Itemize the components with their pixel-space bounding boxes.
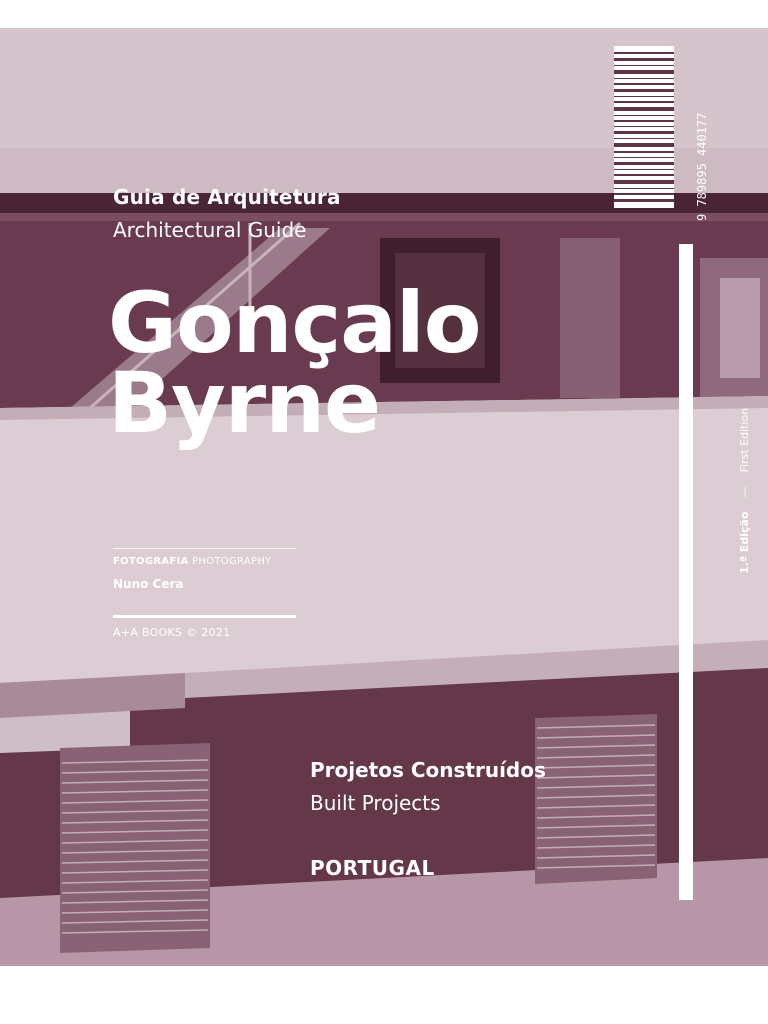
divider-thin (113, 548, 296, 549)
edition-pt: 1.ª Edição (738, 511, 751, 574)
guide-title-en: Architectural Guide (113, 218, 307, 242)
isbn-number: 9 789895 440177 (695, 112, 709, 221)
edition-label (738, 408, 751, 574)
architect-name (108, 274, 481, 452)
projects-title-pt: Projetos Construídos (310, 758, 546, 782)
architect-last-name: Byrne (108, 354, 380, 452)
publisher-credit: A+A BOOKS © 2021 (113, 626, 231, 639)
photographer-name: Nuno Cera (113, 577, 184, 591)
vertical-bar (679, 244, 693, 900)
photography-label-pt: FOTOGRAFIA (113, 556, 189, 567)
barcode-icon (614, 46, 674, 208)
guide-title-pt: Guia de Arquitetura (113, 185, 341, 209)
photography-label-en: PHOTOGRAPHY (192, 556, 272, 567)
projects-title-en: Built Projects (310, 791, 441, 815)
country-label: PORTUGAL (310, 856, 435, 880)
edition-separator: — (738, 486, 751, 498)
divider-thick (113, 615, 296, 618)
architect-first-name: Gonçalo (108, 274, 481, 372)
book-cover (0, 28, 768, 966)
edition-en: First Edition (738, 407, 751, 473)
photography-label (113, 556, 272, 567)
